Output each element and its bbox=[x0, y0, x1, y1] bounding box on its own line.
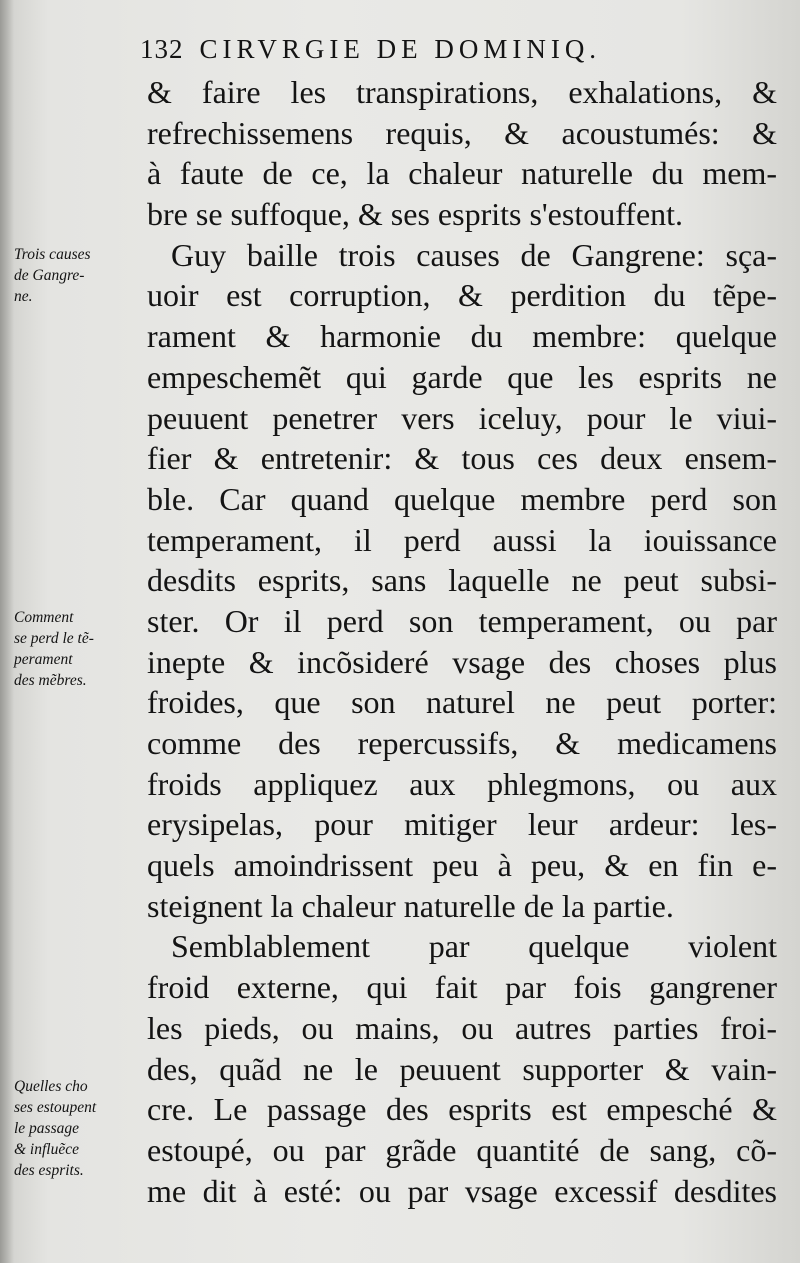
text-line: ster. Or il perd son temperament, ou par bbox=[147, 602, 777, 639]
text-line: ble. Car quand quelque membre perd son bbox=[147, 480, 777, 517]
margin-note-comment-se-perd bbox=[14, 607, 146, 691]
text-line: Semblablement par quelque violent bbox=[171, 928, 777, 965]
text-line: froides, que son naturel ne peut porter: bbox=[147, 684, 777, 721]
margin-note-line: des mẽbres. bbox=[14, 672, 87, 689]
margin-note-line: Trois causes bbox=[14, 246, 91, 263]
margin-note-line: le passage bbox=[14, 1120, 80, 1137]
text-line: peuuent penetrer vers iceluy, pour le viui- bbox=[147, 399, 777, 436]
running-title: CIRVRGIE DE DOMINIQ. bbox=[199, 34, 602, 64]
text-line: les pieds, ou mains, ou autres parties froi- bbox=[147, 1009, 777, 1046]
text-line: me dit à esté: ou par vsage excessif desdites bbox=[147, 1172, 777, 1209]
margin-note-line: des esprits. bbox=[14, 1162, 84, 1179]
bleed-through-left-top bbox=[30, 200, 140, 244]
text-line: froid externe, qui fait par fois gangrener bbox=[147, 969, 777, 1006]
text-line: Guy baille trois causes de Gangrene: sça- bbox=[171, 236, 777, 273]
text-line: & faire les transpirations, exhalations, & bbox=[147, 74, 777, 110]
margin-note-trois-causes bbox=[14, 244, 146, 307]
margin-note-line: de Gangre- bbox=[14, 267, 85, 284]
text-line: steignent la chaleur naturelle de la partie. bbox=[147, 887, 674, 924]
margin-note-line: & influẽce bbox=[14, 1141, 79, 1158]
text-line: inepte & incõsideré vsage des choses plus bbox=[147, 643, 777, 680]
margin-note-line: ses estoupent bbox=[14, 1099, 97, 1116]
text-line: fier & entretenir: & tous ces deux ensem- bbox=[147, 440, 777, 477]
margin-note-quelles-choses bbox=[14, 1076, 146, 1181]
margin-note-line: Comment bbox=[14, 609, 74, 626]
margin-note-line: perament bbox=[14, 651, 73, 668]
margin-note-line: Quelles cho bbox=[14, 1078, 88, 1095]
text-line: empeschemẽt qui garde que les esprits ne bbox=[147, 358, 777, 395]
text-line: rament & harmonie du membre: quelque bbox=[147, 318, 777, 355]
text-line: quels amoindrissent peu à peu, & en fin e- bbox=[147, 847, 777, 884]
running-header bbox=[140, 34, 760, 65]
text-line: bre se suffoque, & ses esprits s'estouffent. bbox=[147, 196, 684, 233]
text-line: comme des repercussifs, & medicamens bbox=[147, 725, 777, 761]
text-line: estoupé, ou par grãde quantité de sang, cõ- bbox=[147, 1131, 777, 1168]
margin-note-line: ne. bbox=[14, 288, 33, 305]
text-line: desdits esprits, sans laquelle ne peut subsi- bbox=[147, 562, 777, 599]
text-line: cre. Le passage des esprits est empesché & bbox=[147, 1091, 777, 1128]
text-line: temperament, il perd aussi la iouissance bbox=[147, 521, 777, 558]
page-number: 132 bbox=[140, 34, 184, 64]
text-line: refrechissemens requis, & acoustumés: & bbox=[147, 114, 777, 151]
body-text bbox=[147, 72, 777, 1211]
text-line: erysipelas, pour mitiger leur ardeur: les- bbox=[147, 806, 777, 843]
text-line: des, quãd ne le peuuent supporter & vain- bbox=[147, 1050, 777, 1087]
margin-note-line: se perd le tẽ- bbox=[14, 630, 94, 647]
text-line: uoir est corruption, & perdition du tẽpe- bbox=[147, 277, 777, 314]
text-line: froids appliquez aux phlegmons, ou aux bbox=[147, 765, 777, 802]
text-line: à faute de ce, la chaleur naturelle du mem- bbox=[147, 155, 777, 192]
